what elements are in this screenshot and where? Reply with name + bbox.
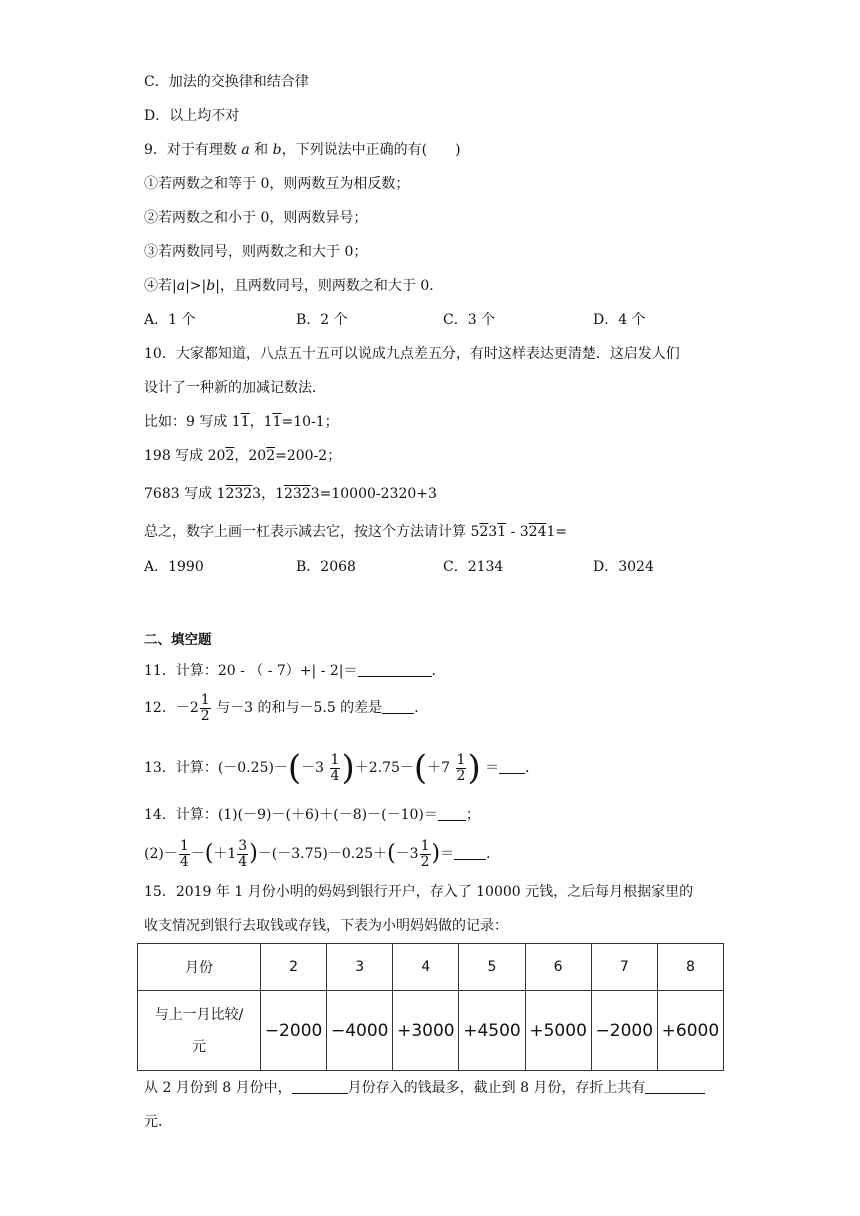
q10-sum-bar3: 24 <box>528 524 547 540</box>
q9-stem <box>144 140 461 160</box>
q14-line-1 <box>144 805 480 825</box>
q15-record-table <box>137 943 724 1071</box>
q13-left-bracket-2: ( <box>413 748 428 788</box>
q10-sum-mid1: 3 <box>488 524 498 540</box>
q10-example-1 <box>144 412 339 432</box>
table-month-cell: 6 <box>525 944 591 991</box>
q10-ex1-bar: 1 <box>240 414 250 430</box>
q12-frac-num: 1 <box>200 691 210 708</box>
q9-tail: ，下列说法中正确的有( ) <box>281 142 461 158</box>
q10-sum-bar2: 1 <box>497 524 507 540</box>
table-row-label-line-1: 与上一月比较/ <box>154 1006 244 1023</box>
q14-right-paren-2: ) <box>431 841 441 866</box>
q10-option-a: A．1990 <box>144 559 204 575</box>
q8-option-d: D．以上均不对 <box>144 108 240 124</box>
table-month-cell: 2 <box>261 944 327 991</box>
q14-p2-pre: (2)－ <box>144 846 178 862</box>
q9-s4-b: b <box>206 278 216 294</box>
q15-line-1: 15．2019 年 1 月份小明的妈妈到银行开户，存入了 10000 元钱，之后每月根据家里的 <box>144 884 694 900</box>
q12-post: 与－3 的和与－5.5 的差是 <box>211 700 383 716</box>
table-value-cell: −2000 <box>591 991 657 1071</box>
q13-f2-num: 1 <box>456 751 466 768</box>
q10-ex1-pre: 比如：9 写成 1 <box>144 414 241 430</box>
table-row-label <box>138 991 261 1071</box>
q14-f1-num: 1 <box>179 837 189 854</box>
q10-ex2-post: =200-2； <box>275 448 342 464</box>
q14-p2-b: －(－3.75)－0.25＋ <box>257 846 388 862</box>
table-month-cell: 7 <box>591 944 657 991</box>
q14-answer-blank-2[interactable] <box>454 845 486 860</box>
q10-ex1-post: =10-1； <box>281 414 339 430</box>
q14-line1-pre: 14．计算：(1)(－9)－(＋6)＋(－8)－(－10)＝ <box>144 807 438 823</box>
q8-option-c: C．加法的交换律和结合律 <box>144 74 309 90</box>
q14-f3-num: 1 <box>420 837 430 854</box>
q10-ex3-pre: 7683 写成 1 <box>144 486 226 502</box>
q9-s4-a: a <box>176 278 186 294</box>
q10-line-2: 设计了一种新的加减记数法． <box>144 380 326 396</box>
q9-option-a: A．1 个 <box>144 312 196 328</box>
q10-example-2 <box>144 446 341 466</box>
q15-answer-blank-2[interactable] <box>645 1079 705 1094</box>
q14-left-paren-1: ( <box>204 841 214 866</box>
q14-line-2 <box>144 835 500 873</box>
table-header-row <box>138 944 724 991</box>
q11-end: ． <box>431 663 446 679</box>
q10-summary <box>144 522 567 542</box>
q15-line-2: 收支情况到银行去取钱或存钱，下表为小明妈妈做的记录： <box>144 918 508 934</box>
q10-ex2-bar2: 2 <box>266 448 276 464</box>
q14-right-paren-1: ) <box>249 841 258 866</box>
q10-line-1: 10．大家都知道，八点五十五可以说成九点差五分，有时这样表达更清楚．这启发人们 <box>144 346 680 362</box>
q15-after-pre: 从 2 月份到 8 月份中， <box>144 1080 292 1096</box>
q10-ex2-mid: ，20 <box>234 448 267 464</box>
q10-sum-post: 1= <box>546 524 568 540</box>
table-value-cell: +4500 <box>459 991 525 1071</box>
q10-ex1-mid: ，1 <box>249 414 273 430</box>
q10-option-d: D．3024 <box>593 559 654 575</box>
q14-f3-int: －3 <box>395 846 419 862</box>
q10-ex3-post: 3=10000-2320+3 <box>310 486 437 502</box>
table-month-cell: 8 <box>657 944 723 991</box>
q13-f1-den: 4 <box>330 767 340 784</box>
q9-statement-3: ③若两数同号，则两数之和大于 0； <box>144 244 368 260</box>
q12-end: ． <box>414 700 429 716</box>
table-month-cell: 3 <box>327 944 393 991</box>
q10-sum-pre: 总之，数字上画一杠表示减去它，按这个方法请计算 5 <box>144 524 480 540</box>
q14-answer-blank-1[interactable] <box>438 806 466 821</box>
q14-f2-num: 3 <box>238 837 248 854</box>
q9-statement-2: ②若两数之和小于 0，则两数异号； <box>144 210 368 226</box>
table-value-row <box>138 991 724 1071</box>
q12-frac-den: 2 <box>200 707 210 724</box>
q13-end: ． <box>525 760 540 776</box>
q14-p2-eq: ＝ <box>440 846 455 862</box>
q10-ex3-bar2: 232 <box>284 486 311 502</box>
q10-example-3 <box>144 484 437 504</box>
q10-ex1-bar2: 1 <box>272 414 282 430</box>
q10-options <box>144 557 724 577</box>
q10-ex2-bar: 2 <box>225 448 235 464</box>
q15-question <box>144 1078 705 1098</box>
table-month-cell: 5 <box>459 944 525 991</box>
q15-after-mid: 月份存入的钱最多，截止到 8 月份，存折上共有 <box>347 1080 646 1096</box>
section-2-heading: 二、填空题 <box>144 632 212 648</box>
q13-pre: 13．计算：(－0.25)－ <box>144 760 288 776</box>
table-month-cell: 4 <box>393 944 459 991</box>
q9-s4-post: |，且两数同号，则两数之和大于 0． <box>215 278 444 294</box>
q14-line1-end: ； <box>465 807 480 823</box>
q12-fraction <box>200 693 211 724</box>
q13-fraction-2 <box>456 753 467 784</box>
q12-answer-blank[interactable] <box>382 699 414 714</box>
q12 <box>144 690 428 726</box>
q9-var-b: b <box>272 142 282 158</box>
q10-sum-mid2: - 3 <box>506 524 529 540</box>
q9-option-c: C．3 个 <box>443 312 496 328</box>
q13-left-bracket-1: ( <box>287 748 302 788</box>
q14-p2-end: ． <box>486 846 501 862</box>
q14-f1-den: 4 <box>179 853 189 870</box>
q10-ex2-pre: 198 写成 20 <box>144 448 226 464</box>
q14-f2-den: 4 <box>238 853 248 870</box>
q13-right-bracket-2: ) <box>467 748 481 788</box>
q13-f2-den: 2 <box>456 767 466 784</box>
q13 <box>144 746 539 790</box>
q13-eq: ＝ <box>480 760 500 776</box>
q9-statement-4 <box>144 276 443 296</box>
table-value-cell: −2000 <box>261 991 327 1071</box>
q15-question-end: 元． <box>144 1114 172 1130</box>
table-header-label: 月份 <box>138 944 261 991</box>
q14-p2-a: － <box>190 846 205 862</box>
q9-option-d: D．4 个 <box>593 312 646 328</box>
table-value-cell: −4000 <box>327 991 393 1071</box>
q13-t1-int: －3 <box>301 760 329 776</box>
q12-pre: 12．－2 <box>144 700 199 716</box>
q14-fraction-1 <box>179 839 190 870</box>
q14-fraction-3 <box>420 839 431 870</box>
q9-lead: 9．对于有理数 <box>144 142 237 158</box>
q13-fraction-1 <box>330 753 341 784</box>
q10-option-b: B．2068 <box>296 559 356 575</box>
q13-f1-num: 1 <box>330 751 340 768</box>
q11-text: 11．计算：20 - （ - 7）+| - 2|＝ <box>144 663 358 679</box>
q9-options <box>144 310 724 330</box>
q14-f2-int: ＋1 <box>213 846 237 862</box>
q13-right-bracket-1: ) <box>341 748 355 788</box>
q14-fraction-2 <box>237 839 248 870</box>
q11-answer-blank[interactable] <box>358 662 432 677</box>
q13-answer-blank[interactable] <box>499 759 525 774</box>
q10-sum-bar1: 2 <box>479 524 489 540</box>
q11 <box>144 661 446 681</box>
q14-f3-den: 2 <box>420 853 430 870</box>
q14-left-paren-2: ( <box>387 841 396 866</box>
q10-ex3-bar: 232 <box>225 486 253 502</box>
q9-s4-mid: |>| <box>185 278 207 294</box>
q15-answer-blank-1[interactable] <box>292 1079 348 1094</box>
q9-var-a: a <box>241 142 250 158</box>
q9-s4-pre: ④若| <box>144 278 177 294</box>
table-value-cell: +6000 <box>657 991 723 1071</box>
q9-statement-1: ①若两数之和等于 0，则两数互为相反数； <box>144 176 410 192</box>
table-row-label-line-2: 元 <box>192 1038 206 1055</box>
q9-and: 和 <box>249 142 273 158</box>
q10-option-c: C．2134 <box>443 559 504 575</box>
q10-ex3-mid: 3，1 <box>252 486 284 502</box>
table-value-cell: +3000 <box>393 991 459 1071</box>
q13-mid: ＋2.75－ <box>354 760 414 776</box>
table-value-cell: +5000 <box>525 991 591 1071</box>
q9-option-b: B．2 个 <box>296 312 348 328</box>
q13-t2-int: ＋7 <box>427 760 455 776</box>
